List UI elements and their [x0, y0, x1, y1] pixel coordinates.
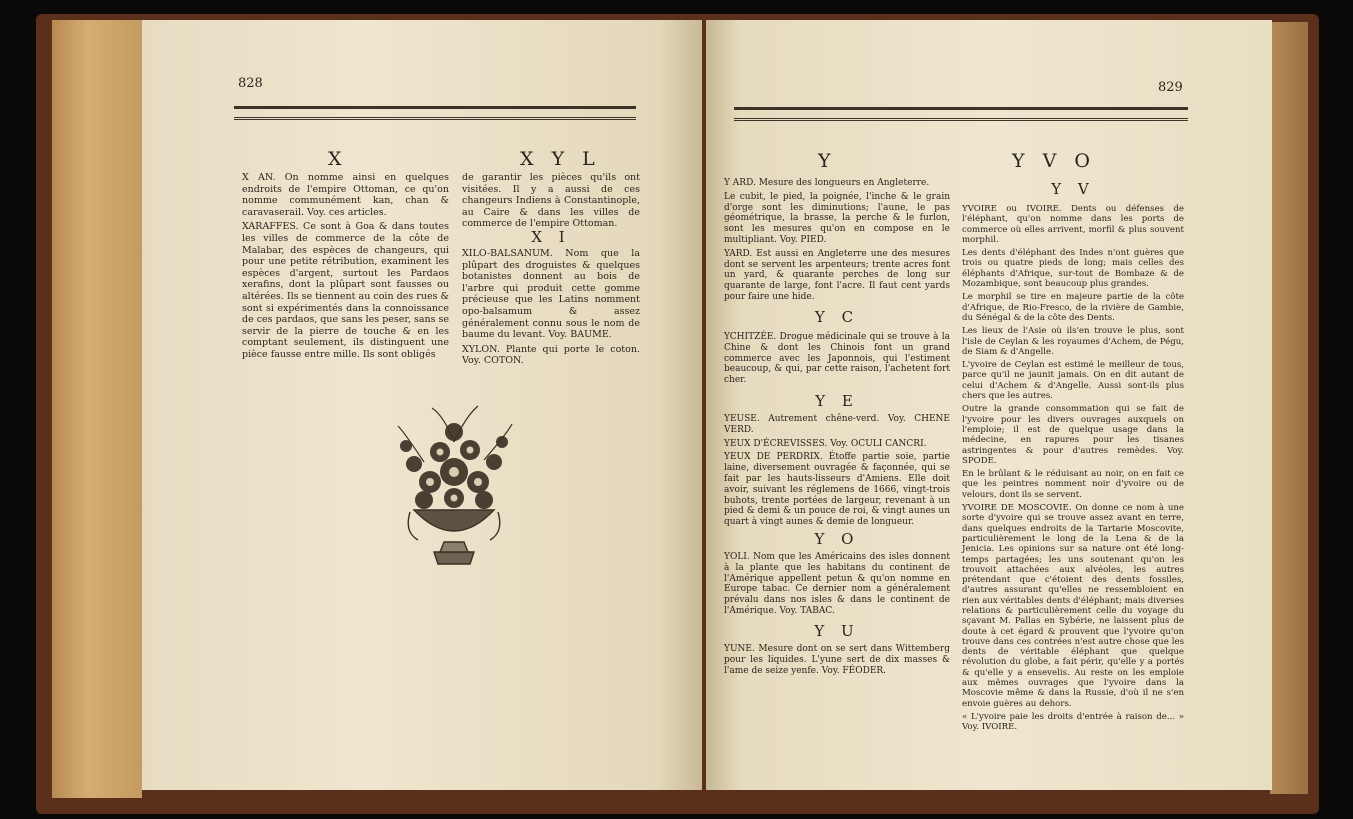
header-rule-thin: [234, 119, 636, 120]
column-left-yc: [724, 332, 950, 389]
entry-paragraph: YEUSE. Autrement chêne-verd. Voy. CHENE VERD.: [724, 414, 950, 435]
entry-paragraph: XILO-BALSANUM. Nom que la plûpart des droguistes & quelques botanistes donnent au bois de l'arbre qui produit cette gomme précieuse que les Latins nomment opo-balsamum & assez généralement connu sous le nom de baume du levant. Voy. BAUME.: [462, 248, 640, 341]
column-right: [462, 172, 640, 233]
entry-paragraph: Outre la grande consommation qui se fait de l'yvoire pour les divers ouvrages auxquels on l'emploie; il est de quelque usage dans la médecine, en rapures pour les tisanes astringentes & pour d'autres remèdes. Voy. SPODE.: [962, 404, 1184, 466]
entry-paragraph: YOLI. Nom que les Américains des isles donnent à la plante que les habitans du continent de l'Amérique appellent petun & qu'on nomme en Europe tabac. Ce dernier nom a généralement prévalu dans nos isles & dans le continent de l'Amérique. Voy. TABAC.: [724, 552, 950, 616]
section-heading: Y: [818, 150, 837, 172]
entry-paragraph: XYLON. Plante qui porte le coton. Voy. COTON.: [462, 343, 640, 367]
column-left-yo: [724, 552, 950, 620]
column-right: [962, 204, 1184, 736]
subsection-heading: Y O: [814, 530, 860, 548]
entry-paragraph: YVOIRE ou IVOIRE. Dents ou défenses de l'éléphant, qu'on nomme dans les ports de commerce où elles arrivent, morfil & plus souvent morphil.: [962, 204, 1184, 245]
entry-paragraph: Les lieux de l'Asie où ils'en trouve le plus, sont l'isle de Ceylan & les royaumes d'Achem, de Pégu, de Siam & d'Angelle.: [962, 326, 1184, 357]
entry-paragraph: « L'yvoire paie les droits d'entrée à raison de... » Voy. IVOIRE.: [962, 711, 1184, 733]
entry-paragraph: X AN. On nomme ainsi en quelques endroits de l'empire Ottoman, ce qu'on nomme communément kan, chan & caravaserail. Voy. ces articles.: [242, 172, 449, 218]
column-left: [724, 178, 950, 306]
subsection-heading: Y C: [814, 308, 860, 326]
entry-paragraph: XARAFFES. Ce sont à Goa & dans toutes les villes de commerce de la côte de Malabar, des espèces de changeurs, qui pour une petite rétribution, examinent les espèces d'argent, surtout les Pardaos xerafins, dont la plûpart sont fausses ou altérées. Ils se tiennent au coin des rues & sont si expérimentés dans la connoissance de ces pardaos, que sans les peser, sans se servir de la pierre de touche & en les comptant seulement, ils distinguent une pièce fausse entre mille. Ils sont obligés: [242, 221, 449, 360]
header-rule: [734, 107, 1188, 119]
subsection-heading: X I: [531, 228, 571, 246]
entry-paragraph: Le cubit, le pied, la poignée, l'inche & le grain d'orge sont les diminutions; l'aune, le pas géométrique, la brasse, la perche & le furlon, sont les mesures qu'on en compose en le multipliant. Voy. PIED.: [724, 191, 950, 245]
column-left-yu: [724, 644, 950, 679]
entry-paragraph: YCHITZÉE. Drogue médicinale qui se trouve à la Chine & dont les Chinois font un grand commerce avec les Japonnois, qui l'estiment beaucoup, & qui, par cette raison, l'achetent fort cher.: [724, 332, 950, 386]
column-left-ye: [724, 414, 950, 531]
entry-paragraph: YEUX DE PERDRIX. Étoffe partie soie, partie laine, diversement ouvragée & façonnée, qui se fait par les hauts-lisseurs d'Amiens. Elle doit avoir, suivant les réglemens de 1666, vingt-trois buhots, trente portées de largeur, revenant à un pied & demi & un pouce de roi, & vingt aunes un quart à vingt aunes & demie de longueur.: [724, 452, 950, 528]
subsection-heading: Y U: [814, 622, 860, 640]
page-block-left: [52, 20, 142, 798]
right-page: [706, 20, 1272, 790]
page-block-right: [1270, 22, 1308, 794]
subsection-heading: Y E: [815, 392, 859, 410]
entry-paragraph: YEUX D'ÉCREVISSES. Voy. OCULI CANCRI.: [724, 438, 927, 449]
left-page: [142, 20, 702, 790]
entry-paragraph: En le brûlant & le réduisant au noir, on en fait ce que les peintres nomment noir d'yvoire ou de velours, dont ils se servent.: [962, 469, 1184, 500]
entry-paragraph: YVOIRE DE MOSCOVIE. On donne ce nom à une sorte d'yvoire qui se trouve assez avant en terre, dans quelques endroits de la Tartarie Moscovite, particulièrement le long de la Lena & de la Jenicia. Les opinions sur sa nature ont été long-temps partagées; les uns soutenant qu'on les trouvoit attachées aux alvéoles, les autres prétendant que c'étoient des dents fossiles, d'autres assurant qu'elles ne ressembloient en rien aux véritables dents d'éléphant; mais diverses relations & particulièrement celle du voyage du sçavant M. Pallas en Sybérie, ne laissent plus de doute à cet égard & prouvent que l'yvoire qu'on trouve dans ces contrées n'est autre chose que les dents de véritable éléphant que quelque révolution du globe, a fait périr, qu'elle y a portés & qu'elle y a ensevelis. Au reste on les emploie aux mêmes ouvrages que l'yvoire dans la Moscovie même & dans la Russie, d'où il ne s'en envoie guères au dehors.: [962, 503, 1184, 709]
flower-basket-vignette: [384, 402, 524, 572]
page-number: 828: [238, 76, 263, 91]
entry-paragraph: Le morphil se tire en majeure partie de la côte d'Afrique, de Rio-Fresco, de la rivière de Gambie, du Sénégal & de la côte des Dents.: [962, 292, 1184, 323]
header-rule: [234, 106, 636, 118]
column-right-entries: [462, 248, 640, 370]
section-heading: X Y L: [520, 148, 601, 170]
section-heading: X: [328, 148, 348, 170]
entry-paragraph: YUNE. Mesure dont on se sert dans Wittemberg pour les liquides. L'yune sert de dix masses & l'ame de seize yenfe. Voy. FÉODER.: [724, 644, 950, 676]
entry-paragraph: Y ARD. Mesure des longueurs en Angleterre.: [724, 178, 930, 188]
entry-paragraph: YARD. Est aussi en Angleterre une des mesures dont se servent les arpenteurs; trente acres font un yard, & quarante perches de long sur quarante de large, font l'acre. Il faut cent yards pour faire une hide.: [724, 248, 950, 302]
column-left: [242, 172, 449, 364]
entry-paragraph: Les dents d'éléphant des Indes n'ont guères que trois ou quatre pieds de long; mais celles des éléphants d'Afrique, sur-tout de Bombaze & de Mozambique, sont beaucoup plus grandes.: [962, 248, 1184, 290]
entry-paragraph: L'yvoire de Ceylan est estimé le meilleur de tous, parce qu'il ne jaunit jamais. On en dit autant de celui d'Achem & d'Angelle. Aussi sont-ils plus chers que les autres.: [962, 360, 1184, 402]
page-number: 829: [1158, 80, 1183, 95]
section-heading: Y V O: [1012, 150, 1096, 172]
entry-paragraph: de garantir les pièces qu'ils ont visitées. Il y a aussi de ces changeurs Indiens à Constantinople, au Caire & dans les villes de commerce de l'empire Ottoman.: [462, 172, 640, 230]
header-rule-thin: [734, 120, 1188, 121]
subsection-heading: Y V: [1051, 180, 1095, 198]
